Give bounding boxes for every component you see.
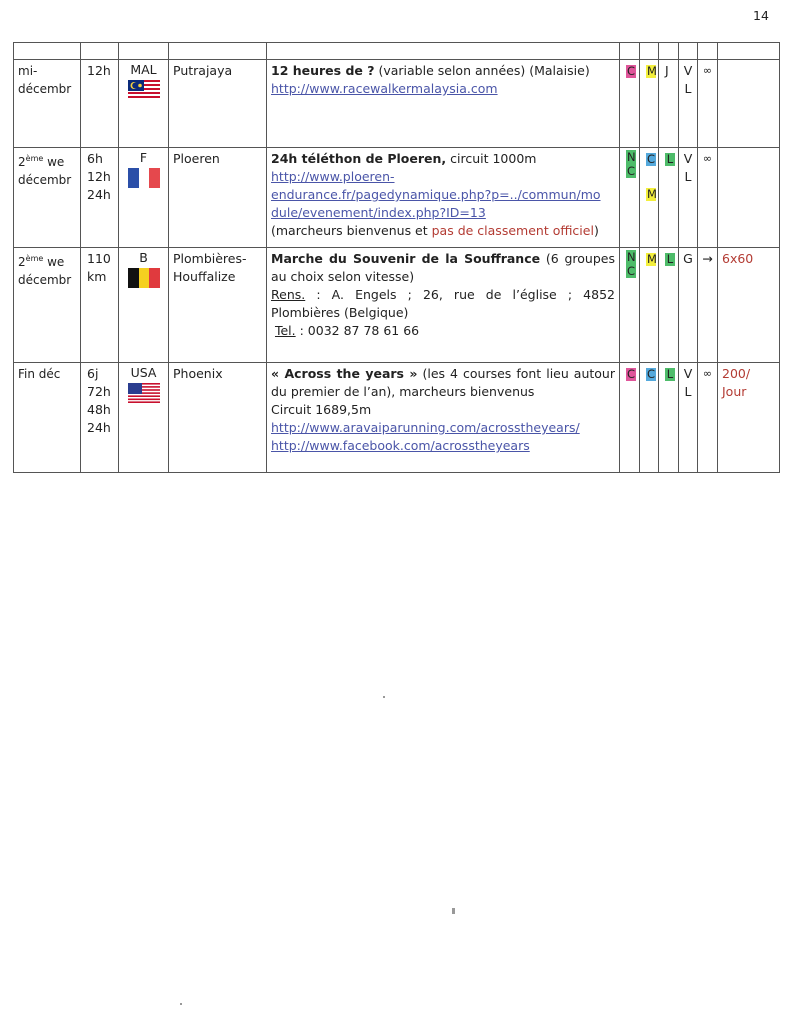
date-cell: 2ème we décembr	[14, 148, 81, 248]
category-cell	[620, 363, 640, 473]
duration-cell: 6j 72h 48h 24h	[81, 363, 119, 473]
category-tag: L	[666, 152, 674, 166]
category-tag: L	[666, 252, 674, 266]
event-link[interactable]: http://www.ploeren- endurance.fr/pagedynamique.php?p=../commun/mo dule/evenement/index.php?ID=13	[271, 169, 601, 220]
arrow-icon: →	[698, 248, 718, 363]
category-cell	[659, 363, 679, 473]
event-title: Marche du Souvenir de la Souffrance	[271, 251, 541, 266]
category-tag: N C	[627, 150, 636, 178]
page-number: 14	[753, 8, 769, 23]
usa-flag-icon	[128, 383, 160, 403]
belgium-flag-icon	[128, 268, 160, 288]
city-cell: Phoenix	[169, 363, 267, 473]
infinity-icon: ∞	[698, 148, 718, 248]
duration-cell: 6h 12h 24h	[81, 148, 119, 248]
category-cell	[659, 148, 679, 248]
category-tag: M	[647, 187, 657, 201]
duration-cell: 110 km	[81, 248, 119, 363]
table-row	[14, 60, 780, 148]
event-link[interactable]: http://www.racewalkermalaysia.com	[271, 81, 498, 96]
country-cell	[119, 148, 169, 248]
description-cell: 24h téléthon de Ploeren, circuit 1000m http://www.ploeren- endurance.fr/pagedynamique.php?p=../commun/mo dule/evenement/index.php?ID=13 (marcheurs bienvenus et pas de classement officiel)	[267, 148, 620, 248]
duration-cell: 12h	[81, 60, 119, 148]
date-cell: Fin déc	[14, 363, 81, 473]
date-cell: mi-décembr	[14, 60, 81, 148]
category-tag: C	[627, 64, 636, 78]
category-tag: M	[647, 252, 657, 266]
extra-cell	[718, 148, 780, 248]
country-code: F	[139, 150, 148, 165]
category-cell	[640, 248, 659, 363]
category-tag: M	[647, 64, 657, 78]
category-tag: L	[666, 367, 674, 381]
scan-speck	[452, 908, 455, 914]
extra-cell	[718, 60, 780, 148]
code-cell: V L	[679, 363, 698, 473]
event-link[interactable]: http://www.facebook.com/acrosstheyears	[271, 438, 530, 453]
event-title: 12 heures de ?	[271, 63, 375, 78]
event-title: 24h téléthon de Ploeren,	[271, 151, 447, 166]
event-link[interactable]: http://www.aravaiparunning.com/acrosstheyears/	[271, 420, 580, 435]
code-cell: V L	[679, 148, 698, 248]
category-cell	[640, 363, 659, 473]
scan-speck	[180, 1003, 182, 1005]
infinity-icon: ∞	[698, 363, 718, 473]
category-tag: C	[627, 367, 636, 381]
category-tag: C	[647, 152, 656, 166]
category-cell	[620, 60, 640, 148]
code-cell: V L	[679, 60, 698, 148]
table-row	[14, 148, 780, 248]
france-flag-icon	[128, 168, 160, 188]
city-cell: Ploeren	[169, 148, 267, 248]
infinity-icon: ∞	[698, 60, 718, 148]
malaysia-flag-icon	[128, 80, 160, 100]
category-cell	[640, 148, 659, 248]
table-row	[14, 363, 780, 473]
category-cell	[620, 148, 640, 248]
events-table	[13, 42, 780, 473]
header-row	[14, 43, 780, 60]
country-code: B	[139, 250, 148, 265]
description-cell: Marche du Souvenir de la Souffrance (6 groupes au choix selon vitesse) Rens. : A. Engels ; 26, rue de l’église ; 4852 Plombières (Belgique) Tel. : 0032 87 78 61 66	[267, 248, 620, 363]
event-title: « Across the years »	[271, 366, 418, 381]
category-tag: J	[665, 63, 669, 78]
category-cell	[659, 248, 679, 363]
code-cell: G	[679, 248, 698, 363]
country-cell	[119, 363, 169, 473]
category-cell	[640, 60, 659, 148]
description-cell: 12 heures de ? (variable selon années) (Malaisie) http://www.racewalkermalaysia.com	[267, 60, 620, 148]
scan-speck	[383, 696, 385, 698]
country-cell	[119, 60, 169, 148]
country-code: USA	[130, 365, 157, 380]
description-cell: « Across the years » (les 4 courses font lieu autour du premier de l’an), marcheurs bienvenus Circuit 1689,5m http://www.aravaiparunning.com/acrosstheyears/ http://www.facebook.com/acrosstheyears	[267, 363, 620, 473]
country-code: MAL	[130, 62, 157, 77]
table-row	[14, 248, 780, 363]
country-cell	[119, 248, 169, 363]
date-cell: 2ème we décembr	[14, 248, 81, 363]
extra-cell: 200/ Jour	[718, 363, 780, 473]
category-tag: N C	[627, 250, 636, 278]
category-tag: C	[647, 367, 656, 381]
category-cell	[620, 248, 640, 363]
category-cell	[659, 60, 679, 148]
extra-cell: 6x60	[718, 248, 780, 363]
city-cell: Plombières-Houffalize	[169, 248, 267, 363]
city-cell: Putrajaya	[169, 60, 267, 148]
